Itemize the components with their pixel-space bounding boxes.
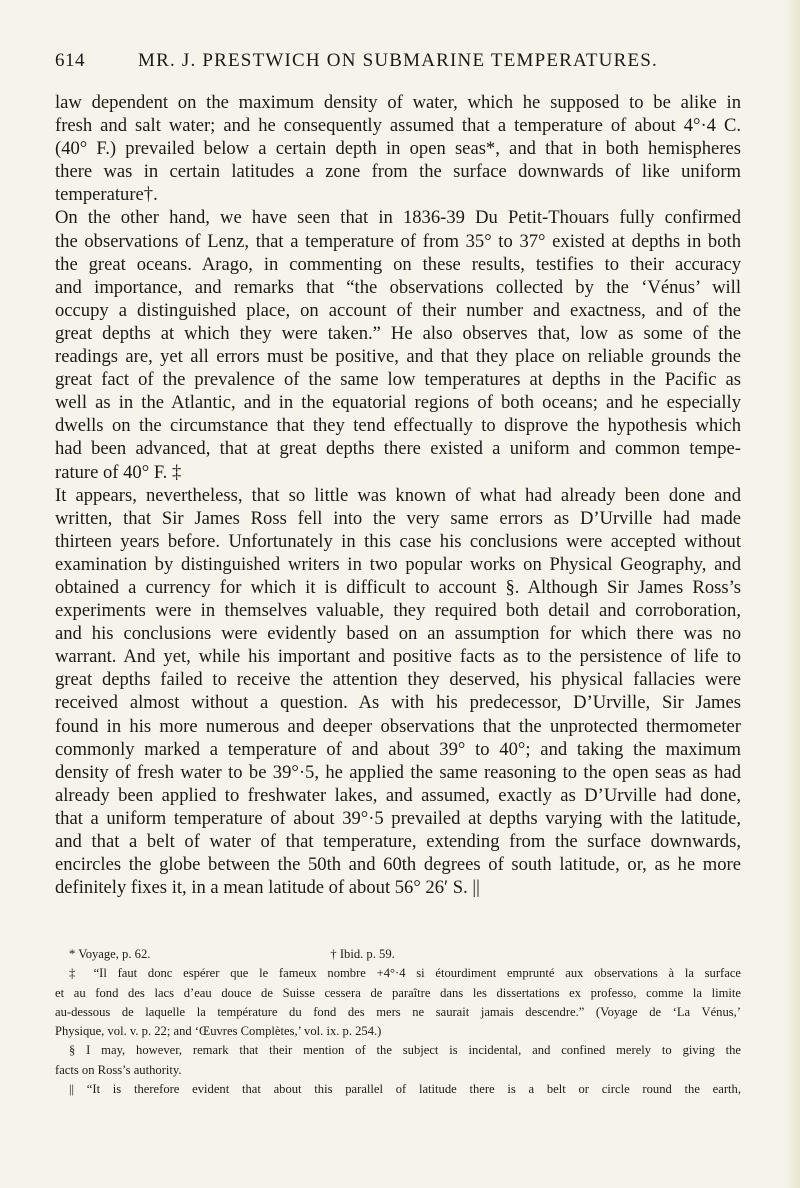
footnote-line: et au fond des lacs d’eau douce de Suisse cessera de paraître dans les dissertations ex professo, comme la limite	[55, 985, 741, 1000]
body-line: experiments were in themselves valuable, they required both detail and corroboration,	[55, 600, 741, 622]
page-number: 614	[55, 50, 85, 71]
body-line: the observations of Lenz, that a temperature of from 35° to 37° existed at depths in both	[55, 230, 741, 252]
body-text	[55, 91, 741, 899]
body-line: readings are, yet all errors must be positive, and that they place on reliable grounds the	[55, 346, 741, 368]
footnote-line: facts on Ross’s authority.	[55, 1062, 182, 1077]
body-line: and importance, and remarks that “the observations collected by the ‘Vénus’ will	[55, 276, 741, 298]
page-edge-shadow	[786, 0, 800, 1188]
page-header	[55, 50, 741, 76]
body-line: written, that Sir James Ross fell into the very same errors as D’Urville had made	[55, 507, 741, 529]
body-line: rature of 40° F. ‡	[55, 461, 182, 483]
body-line: and that a belt of water of that temperature, extending from the surface downwards,	[55, 831, 741, 852]
footnote-ibid: † Ibid. p. 59.	[330, 947, 395, 961]
body-line: temperature†.	[55, 184, 158, 206]
body-line: well as in the Atlantic, and in the equatorial regions of both oceans; and he especially	[55, 392, 741, 414]
body-line: obtained a currency for which it is difficult to account §. Although Sir James Ross’s	[55, 576, 741, 598]
body-line: great depths failed to receive the attention they deserved, his physical fallacies were	[55, 669, 741, 691]
body-line: already been applied to freshwater lakes, and assumed, exactly as D’Urville had done,	[55, 784, 741, 806]
body-line: dwells on the circumstance that they tend effectually to disprove the hypothesis which	[55, 415, 741, 437]
body-line: great fact of the prevalence of the same low temperatures at depths in the Pacific as	[55, 369, 741, 391]
footnote-line: § I may, however, remark that their mention of the subject is incidental, and confined merely to giving the	[69, 1043, 741, 1058]
footnotes	[55, 945, 741, 1099]
body-line: (40° F.) prevailed below a certain depth in open seas*, and that in both hemispheres	[55, 138, 741, 160]
body-line: the great oceans. Arago, in commenting on these results, testifies to their accuracy	[55, 253, 741, 275]
body-line: On the other hand, we have seen that in 1836-39 Du Petit-Thouars fully confirmed	[55, 207, 741, 229]
footnote-voyage: * Voyage, p. 62.	[69, 947, 151, 961]
body-line: law dependent on the maximum density of water, which he supposed to be alike in	[55, 92, 741, 113]
running-title: MR. J. PRESTWICH ON SUBMARINE TEMPERATURES.	[138, 50, 658, 71]
body-line: It appears, nevertheless, that so little was known of what had already been done and	[55, 484, 741, 506]
body-line: encircles the globe between the 50th and 60th degrees of south latitude, or, as he more	[55, 854, 741, 876]
body-line: received almost without a question. As with his predecessor, D’Urville, Sir James	[55, 692, 741, 714]
body-line: thirteen years before. Unfortunately in this case his conclusions were accepted without	[55, 530, 741, 552]
body-line: examination by distinguished writers in two popular works on Physical Geography, and	[55, 553, 741, 575]
body-line: and his conclusions were evidently based on an assumption for which there was no	[55, 623, 741, 645]
body-line: density of fresh water to be 39°·5, he applied the same reasoning to the open seas as had	[55, 761, 741, 783]
body-line: commonly marked a temperature of and about 39° to 40°; and taking the maximum	[55, 738, 741, 760]
body-line: fresh and salt water; and he consequently assumed that a temperature of about 4°·4 C.	[55, 115, 741, 137]
body-line: warrant. And yet, while his important and positive facts as to the persistence of life to	[55, 646, 741, 668]
body-line: occupy a distinguished place, on account of their number and exactness, and of the	[55, 299, 741, 321]
body-line: that a uniform temperature of about 39°·5 prevailed at depths varying with the latitude,	[55, 807, 741, 829]
body-line: definitely fixes it, in a mean latitude of about 56° 26′ S. ||	[55, 877, 480, 899]
body-line: there was in certain latitudes a zone from the surface downwards of like uniform	[55, 161, 741, 183]
body-line: had been advanced, that at great depths there existed a uniform and common tempe-	[55, 438, 741, 460]
body-line: found in his more numerous and deeper observations that the unprotected thermometer	[55, 715, 741, 737]
body-line: great depths at which they were taken.” He also observes that, low as some of the	[55, 322, 741, 344]
footnote-line: || “It is therefore evident that about this parallel of latitude there is a belt or circle round the earth,	[69, 1082, 741, 1097]
footnote-line: Physique, vol. v. p. 22; and ‘Œuvres Complètes,’ vol. ix. p. 254.)	[55, 1024, 382, 1039]
footnote-line	[55, 945, 741, 964]
footnote-line: au-dessous de laquelle la température du fond des mers ne saurait jamais descendre.” (Voyage de ‘La Vénus,’	[55, 1004, 741, 1019]
footnote-line: ‡ “Il faut donc espérer que le fameux nombre +4°·4 si étourdiment emprunté aux observations à la surface	[69, 966, 741, 981]
